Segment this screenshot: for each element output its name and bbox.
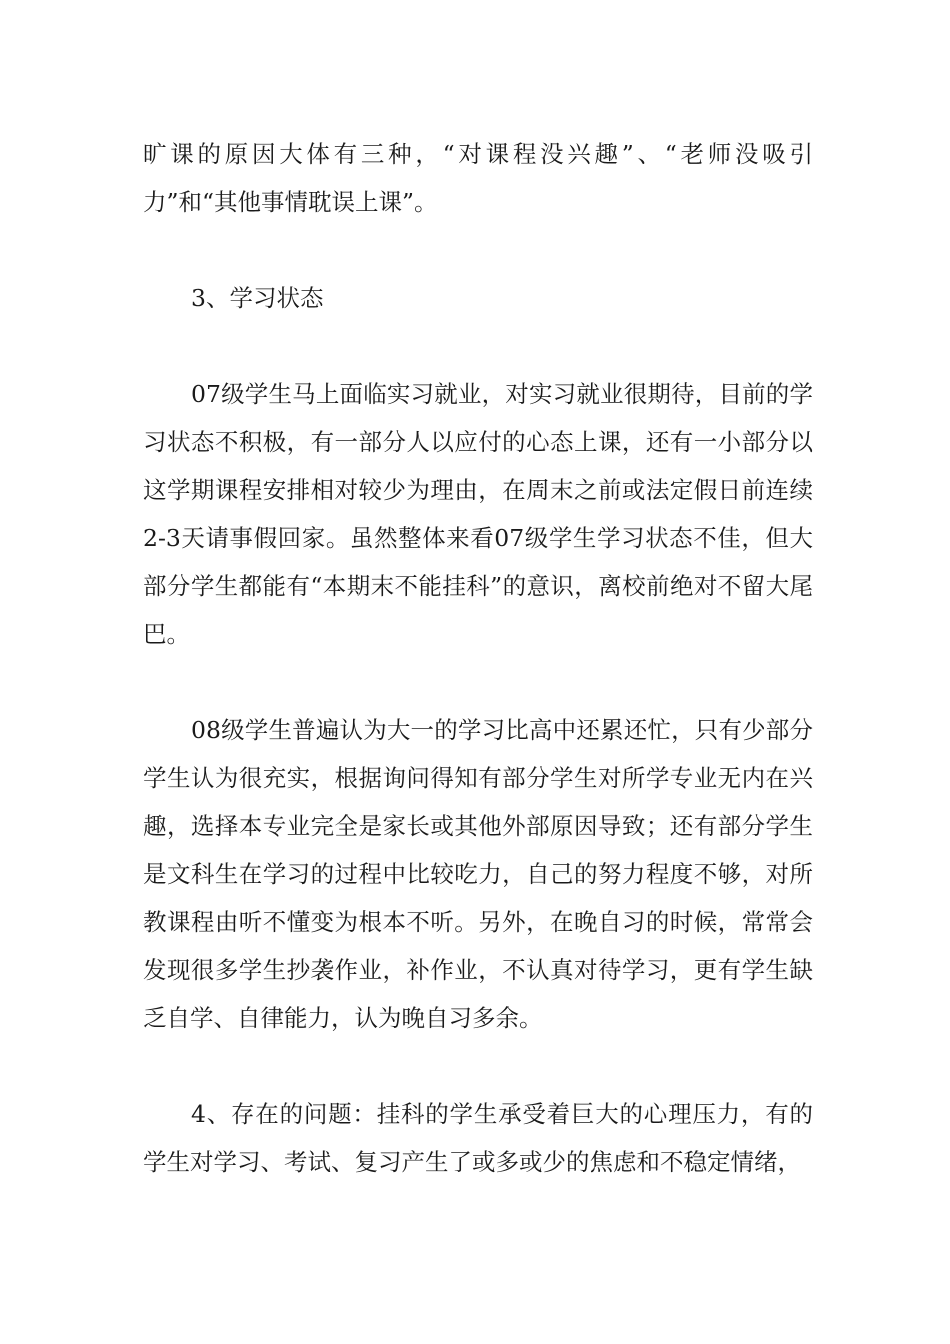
document-body xyxy=(143,130,813,1186)
paragraph-absence-reasons: 旷课的原因大体有三种，“对课程没兴趣”、“老师没吸引力”和“其他事情耽误上课”。 xyxy=(143,140,813,216)
paragraph-grade-07: 07级学生马上面临实习就业，对实习就业很期待，目前的学习状态不积极，有一部分人以应付的心态上课，还有一小部分以这学期课程安排相对较少为理由，在周末之前或法定假日前连续2-3天请事假回家。虽然整体来看07级学生学习状态不佳，但大部分学生都能有“本期末不能挂科”的意识，离校前绝对不留大尾巴。 xyxy=(143,380,813,648)
section-heading-study-status: 3、学习状态 xyxy=(191,284,324,312)
paragraph-existing-problems: 4、存在的问题：挂科的学生承受着巨大的心理压力，有的学生对学习、考试、复习产生了或多或少的焦虑和不稳定情绪， xyxy=(143,1100,813,1176)
paragraph-grade-08: 08级学生普遍认为大一的学习比高中还累还忙，只有少部分学生认为很充实，根据询问得知有部分学生对所学专业无内在兴趣，选择本专业完全是家长或其他外部原因导致；还有部分学生是文科生在学习的过程中比较吃力，自己的努力程度不够，对所教课程由听不懂变为根本不听。另外，在晚自习的时候，常常会发现很多学生抄袭作业，补作业，不认真对待学习，更有学生缺乏自学、自律能力，认为晚自习多余。 xyxy=(143,716,813,1032)
